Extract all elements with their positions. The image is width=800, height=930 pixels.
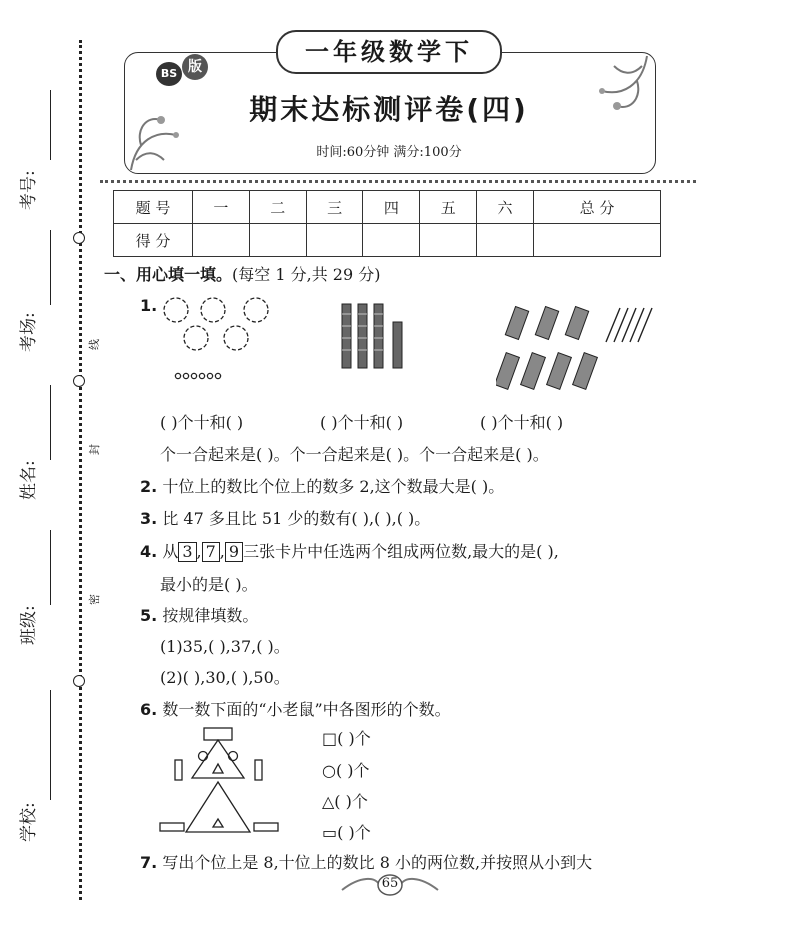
field-write-line[interactable] xyxy=(50,530,51,605)
section-heading xyxy=(104,262,380,285)
q5-sub2[interactable]: (2)( ),30,( ),50。 xyxy=(160,668,290,687)
question-text: 十位上的数比个位上的数多 2,这个数最大是( )。 xyxy=(162,477,505,496)
table-cell: 六 xyxy=(477,191,534,224)
stick-bundles-figure xyxy=(496,302,656,394)
score-cell[interactable] xyxy=(193,224,250,257)
question-number: 3. xyxy=(140,509,158,528)
field-write-line[interactable] xyxy=(50,230,51,305)
field-label: 考场: xyxy=(19,312,39,352)
question-text: 按规律填数。 xyxy=(162,606,259,625)
seal-word-seal: 封 xyxy=(88,444,101,455)
score-table xyxy=(113,190,661,257)
question-number: 5. xyxy=(140,606,158,625)
question-number: 4. xyxy=(140,542,158,561)
table-cell: 题 号 xyxy=(114,191,193,224)
question-text: 数一数下面的“小老鼠”中各图形的个数。 xyxy=(162,700,451,719)
score-cell[interactable] xyxy=(533,224,660,257)
edition-suffix-badge: 版 xyxy=(182,54,208,80)
question-number: 1. xyxy=(140,296,158,315)
question-text: 写出个位上是 8,十位上的数比 8 小的两位数,并按照从小到大 xyxy=(162,853,593,872)
score-table-score-row xyxy=(114,224,661,257)
field-write-line[interactable] xyxy=(50,690,51,800)
table-cell: 五 xyxy=(420,191,477,224)
question-5 xyxy=(140,603,258,626)
page-number: 65 xyxy=(381,876,399,891)
count-row-square[interactable]: □( )个 xyxy=(322,729,371,748)
grade-tab: 一年级数学下 xyxy=(276,30,502,74)
field-label: 班级: xyxy=(19,605,39,645)
q1-blank-b[interactable]: ( )个十和( ) xyxy=(320,413,404,432)
question-6 xyxy=(140,697,451,720)
score-cell[interactable] xyxy=(420,224,477,257)
field-label: 考号: xyxy=(19,170,39,210)
q4-line2[interactable]: 最小的是( )。 xyxy=(160,575,258,594)
question-number: 7. xyxy=(140,853,158,872)
score-cell[interactable] xyxy=(363,224,420,257)
section-title: 一、用心填一填。 xyxy=(104,265,233,284)
question-3[interactable] xyxy=(140,506,430,529)
question-7 xyxy=(140,850,592,873)
q1-sum-row[interactable]: 个一合起来是( )。个一合起来是( )。个一合起来是( )。 xyxy=(160,445,549,464)
score-cell[interactable] xyxy=(249,224,306,257)
binding-hole xyxy=(73,375,85,387)
seal-word-secret: 密 xyxy=(88,594,101,605)
binding-strip xyxy=(0,0,100,930)
question-number: 2. xyxy=(140,477,158,496)
header-divider xyxy=(100,180,696,183)
seal-word-line: 线 xyxy=(88,339,101,350)
question-2[interactable] xyxy=(140,474,504,497)
edition-badge: BS xyxy=(156,62,182,86)
table-cell: 三 xyxy=(306,191,363,224)
table-cell: 一 xyxy=(193,191,250,224)
count-row-circle[interactable]: ○( )个 xyxy=(322,761,370,780)
q1-blank-c[interactable]: ( )个十和( ) xyxy=(480,413,564,432)
little-mouse-figure xyxy=(158,726,282,836)
bead-rings-figure xyxy=(158,296,278,386)
table-cell: 总 分 xyxy=(533,191,660,224)
score-table-header-row xyxy=(114,191,661,224)
field-label: 学校: xyxy=(19,802,39,842)
digit-card: 7 xyxy=(202,542,220,562)
q5-sub1[interactable]: (1)35,( ),37,( )。 xyxy=(160,637,290,656)
binding-hole xyxy=(73,232,85,244)
score-cell[interactable] xyxy=(306,224,363,257)
digit-card: 3 xyxy=(178,542,196,562)
table-cell: 得 分 xyxy=(114,224,193,257)
table-cell: 四 xyxy=(363,191,420,224)
question-prefix: 从 xyxy=(162,542,179,561)
question-text: 比 47 多且比 51 少的数有( ),( ),( )。 xyxy=(162,509,431,528)
field-write-line[interactable] xyxy=(50,385,51,460)
question-number: 6. xyxy=(140,700,158,719)
exam-meta: 时间:60分钟 满分:100分 xyxy=(316,145,462,160)
field-label: 姓名: xyxy=(19,460,39,500)
cube-rods-figure xyxy=(336,300,416,370)
binding-hole xyxy=(73,675,85,687)
table-cell: 二 xyxy=(249,191,306,224)
count-row-triangle[interactable]: △( )个 xyxy=(322,792,368,811)
section-score-note: (每空 1 分,共 29 分) xyxy=(232,265,381,284)
score-cell[interactable] xyxy=(477,224,534,257)
digit-card: 9 xyxy=(225,542,243,562)
seal-dotted-line xyxy=(79,40,82,900)
count-row-rectangle[interactable]: ▭( )个 xyxy=(322,823,371,842)
exam-title: 期末达标测评卷(四) xyxy=(249,93,529,126)
question-text: 三张卡片中任选两个组成两位数,最大的是( ), xyxy=(243,542,559,561)
question-4[interactable]: 4. 从 3 , 7 , 9 三张卡片中任选两个组成两位数,最大的是( ), xyxy=(140,542,559,561)
q1-blank-a[interactable]: ( )个十和( ) xyxy=(160,413,244,432)
field-write-line[interactable] xyxy=(50,90,51,160)
